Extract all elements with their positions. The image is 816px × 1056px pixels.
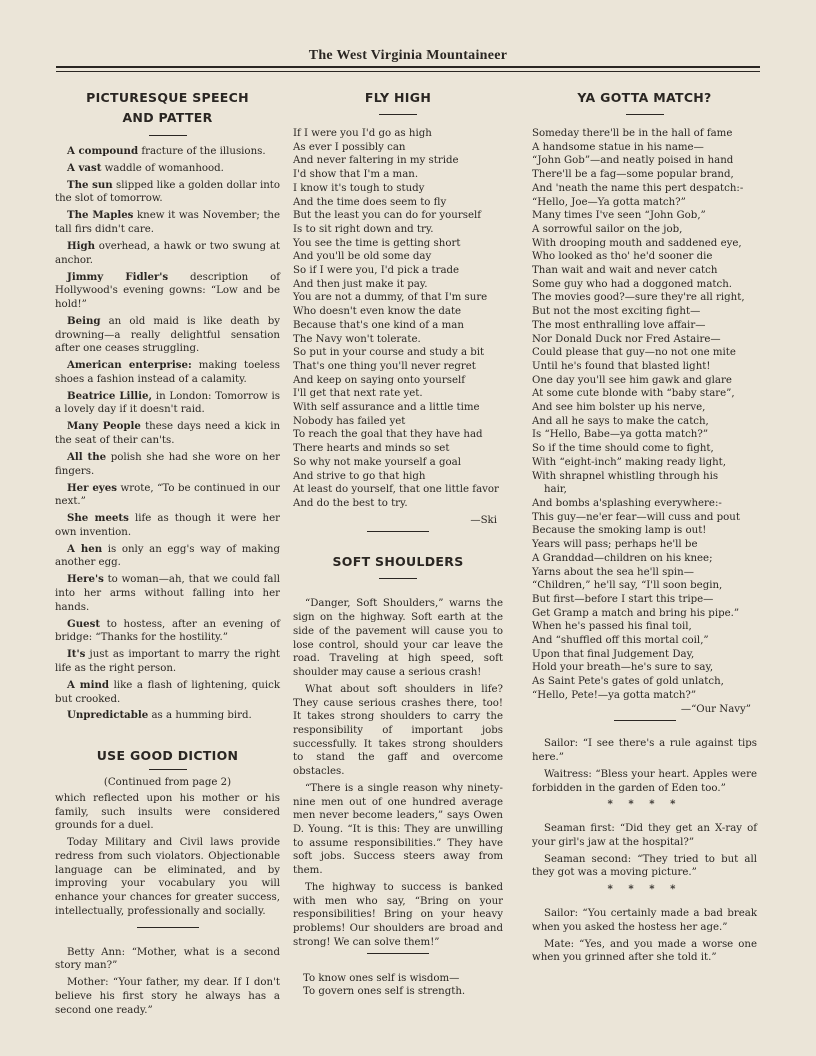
poem-line: And all he says to make the catch, (532, 415, 709, 427)
star-separator: * * * * (607, 883, 682, 896)
poem-line: I'd show that I'm a man. (293, 169, 419, 181)
poem-line: Than wait and wait and never catch (532, 265, 718, 277)
poem-line: Is to sit right down and try. (293, 223, 434, 235)
article-title-fly-high: FLY HIGH (364, 90, 432, 105)
paragraph: which reflected upon his mother or his family, such insults were considered grounds for a duel. (55, 792, 280, 832)
divider (379, 578, 417, 579)
quip-lead: All the (67, 450, 107, 463)
poem-line: Someday there'll be in the hall of fame (532, 128, 733, 139)
joke-line: Betty Ann: “Mother, what is a second story man?” (55, 946, 280, 972)
poem-line: And keep on saying onto yourself (293, 374, 466, 386)
quip-list (55, 145, 280, 723)
poem-line: With drooping mouth and saddened eye, (532, 237, 742, 249)
quip-text: waddle of womanhood. (101, 162, 224, 174)
joke-line: Sailor: “I see there's a rule against tips here.” (532, 738, 757, 763)
poem-line: Yarns about the sea he'll spin— (532, 566, 694, 578)
poem-line: I know it's tough to study (293, 182, 425, 194)
poem-line: And you'll be old some day (293, 251, 432, 263)
poem-line: But not the most exciting fight— (532, 306, 701, 318)
poem-line: “Children,” he'll say, “I'll soon begin, (532, 580, 723, 592)
quip-lead: High (67, 239, 96, 252)
quip-text: these days need a kick in the seat of their can'ts. (55, 421, 281, 447)
quip-text: in London: Tomorrow is a lovely day if it doesn't raid. (55, 390, 281, 416)
poem-line: The movies good?—sure they're all right, (532, 292, 745, 304)
poem-line: There'll be a fag—some popular brand, (532, 169, 734, 181)
poem-line: The Navy won't tolerate. (293, 333, 421, 345)
quip-text: description of Hollywood's evening gowns: “Low and be hold!” (55, 271, 280, 310)
quip-item (55, 618, 280, 645)
divider (614, 720, 676, 721)
quip-item (55, 145, 280, 159)
poem-line: This guy—ne'er fear—will cuss and pout (532, 511, 740, 523)
poem-line: You are not a dummy, of that I'm sure (293, 292, 488, 304)
divider (367, 953, 429, 954)
divider (149, 769, 187, 770)
quip-item (55, 709, 280, 723)
paragraph: “There is a single reason why ninety-nine men out of one hundred average men never become leaders,” says Owen D. Young. “It is this: They are unwilling to assume responsibilities.” They have soft jobs. Success steers away from them. (293, 782, 503, 877)
quip-lead: Unpredictable (67, 709, 149, 722)
masthead-rule-thick (56, 66, 760, 68)
joke-line: Seaman first: “Did they get an X-ray of your girl's jaw at the hospital?” (532, 823, 757, 848)
poem-line: Get Gramp a match and bring his pipe.” (532, 607, 740, 619)
poem-line: So if the time should come to fight, (532, 443, 714, 455)
poem-line: Years will pass; perhaps he'll be (532, 539, 698, 551)
poem-line: A Granddad—children on his knee; (532, 552, 713, 564)
paragraph: The highway to success is banked with men who say, “Bring on your responsibilities! Bring on your heavy problems! Our shoulders are broad and strong! We can solve them!” (293, 882, 503, 948)
quip-text: like a flash of lightening, quick but crooked. (55, 679, 280, 705)
poem-line: With shrapnel whistling through his (532, 470, 719, 482)
quip-lead: Many People (67, 420, 141, 433)
poem-line: Upon that final Judgement Day, (532, 648, 695, 660)
paragraph: What about soft shoulders in life? They cause serious crashes there, too! It takes strong shoulders to carry the responsibility of important jobs successfully. It takes strong shoulders to stand the gaff and overcome obstacles. (293, 683, 503, 778)
article-title-soft-shoulders: SOFT SHOULDERS (332, 554, 464, 570)
quip-item (55, 271, 280, 312)
column-middle (293, 88, 503, 999)
divider (367, 531, 429, 532)
quip-item (55, 648, 280, 675)
poem-line: Is “Hello, Babe—ya gotta match?” (532, 429, 709, 441)
quip-text: as a humming bird. (148, 710, 252, 722)
article-title-ya-gotta-match: YA GOTTA MATCH? (577, 90, 712, 105)
quip-item (55, 679, 280, 706)
article-title-good-diction: USE GOOD DICTION (96, 748, 239, 764)
quip-text: fracture of the illusions. (138, 146, 266, 157)
poem-line: Who doesn't even know the date (293, 306, 462, 318)
quip-lead: Here's (67, 573, 104, 586)
quip-lead: Jimmy Fidler's (67, 270, 169, 283)
poem-line: To reach the goal that they have had (293, 429, 483, 441)
divider (379, 114, 417, 115)
poem-line: “Hello, Joe—Ya gotta match?” (532, 196, 686, 208)
joke-line: Waitress: “Bless your heart. Apples were forbidden in the garden of Eden too.” (532, 768, 757, 794)
quip-item (55, 209, 280, 236)
quip-lead: It's (67, 648, 86, 661)
quip-text: to woman—ah, that we could fall into her arms without falling into her hands. (55, 574, 280, 613)
quip-lead: American enterprise: (67, 359, 192, 372)
quip-text: knew it was November; the tall firs didn't care. (55, 210, 281, 236)
masthead-rule-thin (56, 71, 760, 72)
poem-line: When he's passed his final toil, (532, 621, 692, 633)
poem-line: And bombs a'splashing everywhere:- (532, 497, 722, 509)
quip-text: life as though it were her own invention. (55, 513, 280, 538)
poem-line: And see him bolster up his nerve, (532, 402, 706, 414)
poem-line: As ever I possibly can (293, 141, 406, 153)
quip-item (55, 315, 280, 356)
maxim: To know ones self is wisdom— To govern ones self is strength. (303, 972, 466, 998)
poem-line: hair, (544, 484, 567, 496)
poem-line: The most enthralling love affair— (532, 319, 706, 331)
poem-line: And then just make it pay. (293, 278, 428, 290)
poem-line: So why not make yourself a goal (293, 456, 461, 468)
quip-item (55, 420, 280, 447)
quip-text: to hostess, after an evening of bridge: “Thanks for the hostility.” (55, 618, 280, 644)
quip-lead: A compound (67, 145, 139, 157)
quip-lead: Being (67, 314, 101, 327)
quip-lead: A vast (67, 161, 102, 174)
poem-line: “Hello, Pete!—ya gotta match?” (532, 689, 697, 701)
quip-lead: The sun (67, 178, 113, 191)
poem-line: If I were you I'd go as high (293, 128, 432, 139)
quip-lead: A hen (67, 542, 103, 555)
poem-line: And 'neath the name this pert despatch:- (532, 182, 744, 194)
quip-lead: A mind (67, 678, 109, 691)
masthead-title: The West Virginia Mountaineer (308, 48, 508, 63)
article-title-picturesque-speech: PICTURESQUE SPEECH AND PATTER (86, 90, 249, 125)
poem-line: Nobody has failed yet (293, 415, 406, 427)
paragraph: Today Military and Civil laws provide redress from such violators. Objectionable language can be eliminated, and by improving your vocabulary you will enhance your chances for greater success, intellectually, professionally and socially. (55, 837, 280, 917)
quip-text: polish she had she wore on her fingers. (55, 451, 280, 477)
poem-signature: —“Our Navy” (680, 703, 751, 715)
quip-text: slipped like a golden dollar into the slot of tomorrow. (55, 179, 280, 205)
poem-line: Because that's one kind of a man (293, 319, 464, 331)
poem-line: And never faltering in my stride (293, 155, 459, 167)
joke-line: Mate: “Yes, and you made a worse one when you grinned after she told it.” (532, 938, 757, 964)
poem-line: Nor Donald Duck nor Fred Astaire— (532, 333, 721, 345)
poem-line: And do the best to try. (293, 497, 408, 509)
quip-item (55, 512, 280, 539)
column-left (55, 88, 280, 1020)
poem-line: And the time does seem to fly (293, 196, 447, 208)
poem-line: A handsome statue in his name— (532, 141, 704, 153)
poem-line: Could please that guy—no not one mite (532, 347, 736, 359)
quip-item (55, 573, 280, 614)
quip-item (55, 482, 280, 509)
poem-line: A sorrowful sailor on the job, (532, 223, 683, 235)
paragraph: “Danger, Soft Shoulders,” warns the sign on the highway. Soft earth at the side of the pavement will cause you to lose control, should your car leave the road. Traveling at high speed, soft shoulder may cause a serious crash! (293, 598, 503, 678)
poem-line: One day you'll see him gawk and glare (532, 374, 732, 386)
quip-lead: Guest (67, 617, 101, 630)
poem-signature: —Ski (470, 514, 497, 526)
poem-line: As Saint Pete's gates of gold unlatch, (532, 676, 724, 688)
quip-text: making toeless shoes a fashion instead of a calamity. (55, 360, 280, 385)
poem-fly-high (293, 127, 503, 511)
quip-lead: The Maples (67, 209, 134, 222)
poem-line: But first—before I start this tripe— (532, 593, 714, 605)
joke-line: Seaman second: “They tried to but all they got was a moving picture.” (532, 853, 757, 879)
poem-line: With “eight-inch” making ready light, (532, 456, 726, 468)
poem-ya-gotta-match (532, 127, 757, 703)
quip-item (55, 162, 280, 176)
star-separator: * * * * (607, 798, 682, 811)
quip-item (55, 390, 280, 417)
poem-line: With self assurance and a little time (293, 402, 480, 414)
poem-line: You see the time is getting short (293, 237, 461, 249)
quip-item (55, 451, 280, 478)
quip-item (55, 543, 280, 570)
quip-lead: Her eyes (67, 481, 117, 494)
quip-item (55, 240, 280, 267)
quip-text: an old maid is like death by drowning—a really delightful sensation after one ceases struggling. (55, 315, 280, 355)
poem-line: And strive to go that high (293, 470, 426, 482)
poem-line: Who looked as tho' he'd sooner die (532, 251, 713, 263)
poem-line: So if I were you, I'd pick a trade (293, 265, 460, 277)
divider (149, 135, 187, 136)
joke-line: Mother: “Your father, my dear. If I don't believe his first story he always has a second one ready.” (55, 977, 280, 1016)
poem-line: Hold your breath—he's sure to say, (532, 662, 714, 674)
quip-lead: Beatrice Lillie, (67, 389, 153, 402)
poem-line: “John Gob”—and neatly poised in hand (532, 155, 734, 167)
poem-line: Because the smoking lamp is out! (532, 525, 707, 537)
poem-line: So put in your course and study a bit (293, 347, 485, 359)
poem-line: I'll get that next rate yet. (293, 388, 423, 400)
poem-line: And “shuffled off this mortal coil,” (532, 635, 709, 647)
quip-text: wrote, “To be continued in our next.” (55, 482, 281, 508)
column-right (532, 88, 757, 968)
quip-text: just as important to marry the right life as the right person. (55, 649, 280, 674)
poem-line: That's one thing you'll never regret (293, 360, 476, 372)
poem-line: At some cute blonde with “baby stare”, (532, 388, 735, 400)
poem-line: At least do yourself, that one little favor (293, 484, 499, 496)
poem-line: There hearts and minds so set (293, 443, 450, 455)
quip-text: overhead, a hawk or two swung at anchor. (55, 240, 280, 266)
divider (137, 927, 199, 928)
continued-note: (Continued from page 2) (103, 777, 232, 789)
quip-lead: She meets (67, 512, 129, 525)
poem-line: Many times I've seen “John Gob,” (532, 210, 706, 222)
quip-item (55, 359, 280, 386)
quip-item (55, 179, 280, 206)
poem-line: Some guy who had a doggoned match. (532, 278, 732, 290)
poem-line: But the least you can do for yourself (293, 210, 482, 222)
joke-line: Sailor: “You certainly made a bad break when you asked the hostess her age.” (532, 908, 757, 933)
divider (626, 114, 664, 115)
quip-text: is only an egg's way of making another egg. (55, 543, 280, 569)
poem-line: Until he's found that blasted light! (532, 360, 711, 372)
